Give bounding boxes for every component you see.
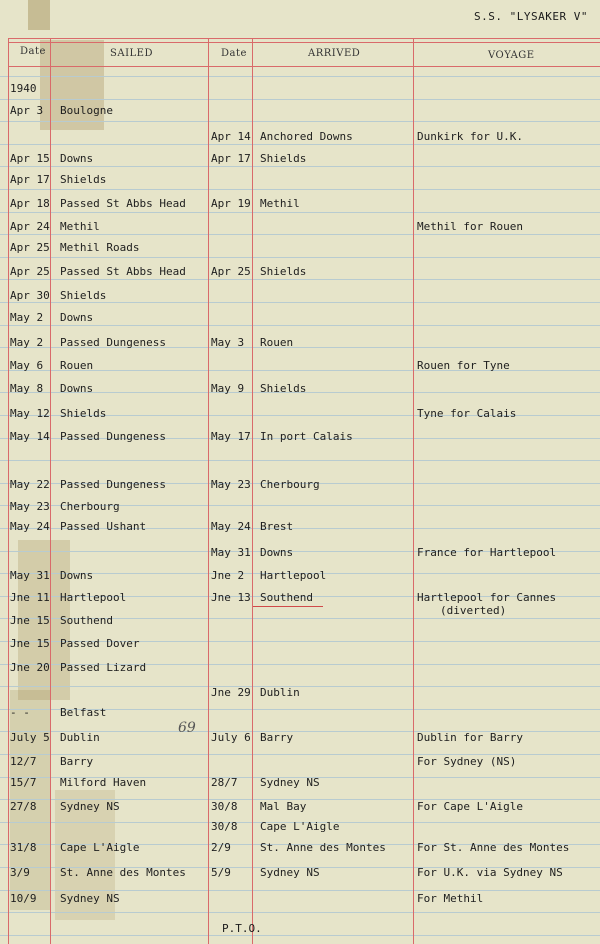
header-sailed-date: Date — [20, 46, 46, 57]
voyage-note: Dublin for Barry — [417, 731, 523, 744]
arrived-place: Hartlepool — [260, 569, 327, 582]
sailed-place: Downs — [60, 382, 94, 395]
sailed-date: 12/7 — [10, 755, 37, 768]
arrived-date: Jne 29 — [211, 686, 251, 699]
arrived-date: 30/8 — [211, 800, 238, 813]
voyage-note: Methil for Rouen — [417, 220, 523, 233]
sailed-place: Barry — [60, 755, 94, 768]
sailed-place: Passed Dungeness — [60, 478, 166, 491]
sailed-place: Rouen — [60, 359, 94, 372]
arrived-date: May 9 — [211, 382, 245, 395]
header-arrived-date: Date — [221, 48, 247, 59]
sailed-place: Passed Dungeness — [60, 430, 166, 443]
header-arrived: ARRIVED — [308, 48, 361, 59]
sailed-place: Passed St Abbs Head — [60, 197, 186, 210]
arrived-place: Shields — [260, 265, 307, 278]
voyage-note: Dunkirk for U.K. — [417, 130, 523, 143]
sailed-date: July 5 — [10, 731, 50, 744]
arrived-place: Downs — [260, 546, 294, 559]
arrived-date: Apr 25 — [211, 265, 251, 278]
arrived-place: Shields — [260, 152, 307, 165]
sailed-place: Passed Lizard — [60, 661, 147, 674]
voyage-note: France for Hartlepool — [417, 546, 557, 559]
sailed-date: Apr 3 — [10, 104, 44, 117]
ruled-line — [0, 935, 600, 936]
header-sailed: SAILED — [110, 48, 153, 59]
sailed-place: Cape L'Aigle — [60, 841, 140, 854]
arrived-date: Jne 13 — [211, 591, 251, 604]
sailed-date: Jne 11 — [10, 591, 50, 604]
arrived-place: Barry — [260, 731, 294, 744]
voyage-note: Rouen for Tyne — [417, 359, 510, 372]
arrived-date: Jne 2 — [211, 569, 245, 582]
margin-rule — [8, 38, 9, 944]
arrived-date: May 3 — [211, 336, 245, 349]
column-rule — [252, 38, 253, 944]
ruled-line — [0, 144, 600, 145]
southend-underline — [253, 606, 323, 607]
voyage-note: Tyne for Calais — [417, 407, 517, 420]
column-rule — [413, 38, 414, 944]
sailed-place: Milford Haven — [60, 776, 147, 789]
sailed-date: Apr 30 — [10, 289, 50, 302]
sailed-place: Dublin — [60, 731, 100, 744]
arrived-place: Methil — [260, 197, 300, 210]
arrived-date: 2/9 — [211, 841, 231, 854]
arrived-date: Apr 19 — [211, 197, 251, 210]
ruled-line — [0, 121, 600, 122]
arrived-place: Sydney NS — [260, 866, 320, 879]
sailed-place: Sydney NS — [60, 892, 120, 905]
ruled-line — [0, 912, 600, 913]
please-turn-over: P.T.O. — [222, 922, 262, 935]
arrived-place: Cape L'Aigle — [260, 820, 340, 833]
sailed-date: Jne 20 — [10, 661, 50, 674]
sailed-date: Apr 18 — [10, 197, 50, 210]
sailed-date: 1940 — [10, 82, 37, 95]
sailed-date: Apr 25 — [10, 265, 50, 278]
sailed-place: Cherbourg — [60, 500, 120, 513]
arrived-place: Brest — [260, 520, 294, 533]
arrived-place: Cherbourg — [260, 478, 320, 491]
sailed-place: Shields — [60, 173, 107, 186]
sailed-date: Apr 25 — [10, 241, 50, 254]
arrived-place: St. Anne des Montes — [260, 841, 386, 854]
sailed-place: Boulogne — [60, 104, 113, 117]
voyage-note: For Methil — [417, 892, 484, 905]
sailed-place: Hartlepool — [60, 591, 127, 604]
handwritten-note: 69 — [178, 720, 196, 736]
arrived-date: July 6 — [211, 731, 251, 744]
column-rule — [50, 38, 51, 944]
arrived-date: 5/9 — [211, 866, 231, 879]
sailed-place: Downs — [60, 569, 94, 582]
header-rule-top — [8, 38, 600, 39]
arrived-date: May 24 — [211, 520, 251, 533]
ruled-line — [0, 166, 600, 167]
sailed-place: Southend — [60, 614, 113, 627]
arrived-date: 30/8 — [211, 820, 238, 833]
arrived-date: 28/7 — [211, 776, 238, 789]
ruled-line — [0, 686, 600, 687]
arrived-place: Shields — [260, 382, 307, 395]
sailed-date: May 24 — [10, 520, 50, 533]
header-voyage: VOYAGE — [488, 50, 535, 61]
arrived-date: May 17 — [211, 430, 251, 443]
arrived-date: Apr 17 — [211, 152, 251, 165]
arrived-place: Anchored Downs — [260, 130, 353, 143]
ruled-line — [0, 890, 600, 891]
arrived-place: Southend — [260, 591, 313, 604]
sailed-date: May 6 — [10, 359, 44, 372]
sailed-date: May 22 — [10, 478, 50, 491]
header-rule-top — [8, 42, 600, 43]
sailed-place: Methil Roads — [60, 241, 140, 254]
arrived-date: Apr 14 — [211, 130, 251, 143]
arrived-place: Mal Bay — [260, 800, 307, 813]
arrived-place: Dublin — [260, 686, 300, 699]
sailed-place: Sydney NS — [60, 800, 120, 813]
ruled-line — [0, 279, 600, 280]
sailed-place: Passed Ushant — [60, 520, 147, 533]
sailed-date: Apr 15 — [10, 152, 50, 165]
sailed-date: May 12 — [10, 407, 50, 420]
arrived-date: May 31 — [211, 546, 251, 559]
ship-name: S.S. "LYSAKER V" — [474, 10, 588, 23]
sailed-date: Jne 15 — [10, 614, 50, 627]
ruled-line — [0, 212, 600, 213]
arrived-place: In port Calais — [260, 430, 353, 443]
sailed-date: - - — [10, 706, 30, 719]
sailed-date: May 14 — [10, 430, 50, 443]
header-rule-bottom — [8, 66, 600, 67]
voyage-note: Hartlepool for Cannes — [417, 591, 557, 604]
sailed-place: Methil — [60, 220, 100, 233]
voyage-note: For Sydney (NS) — [417, 755, 517, 768]
sailed-place: Passed Dover — [60, 637, 140, 650]
ruled-line — [0, 76, 600, 77]
sailed-date: Jne 15 — [10, 637, 50, 650]
ruled-line — [0, 460, 600, 461]
sailed-date: May 2 — [10, 311, 44, 324]
sailed-date: May 8 — [10, 382, 44, 395]
sailed-date: 31/8 — [10, 841, 37, 854]
sailed-date: May 2 — [10, 336, 44, 349]
sailed-date: Apr 17 — [10, 173, 50, 186]
sailed-place: Downs — [60, 152, 94, 165]
ruled-line — [0, 234, 600, 235]
sailed-place: St. Anne des Montes — [60, 866, 186, 879]
sailed-date: 27/8 — [10, 800, 37, 813]
arrived-place: Sydney NS — [260, 776, 320, 789]
sailed-date: Apr 24 — [10, 220, 50, 233]
voyage-note: For U.K. via Sydney NS — [417, 866, 563, 879]
sailed-place: Shields — [60, 289, 107, 302]
sailed-place: Downs — [60, 311, 94, 324]
arrived-date: May 23 — [211, 478, 251, 491]
voyage-note: For St. Anne des Montes — [417, 841, 570, 854]
sailed-date: 3/9 — [10, 866, 30, 879]
ruled-line — [0, 99, 600, 100]
arrived-place: Rouen — [260, 336, 294, 349]
sailed-place: Belfast — [60, 706, 107, 719]
diverted-note: (diverted) — [440, 604, 507, 617]
ruled-line — [0, 302, 600, 303]
sailed-date: 10/9 — [10, 892, 37, 905]
ruled-line — [0, 189, 600, 190]
sailed-place: Passed Dungeness — [60, 336, 166, 349]
sailed-place: Passed St Abbs Head — [60, 265, 186, 278]
voyage-note: For Cape L'Aigle — [417, 800, 523, 813]
column-rule — [208, 38, 209, 944]
ruled-line — [0, 257, 600, 258]
sailed-date: May 23 — [10, 500, 50, 513]
sailed-date: 15/7 — [10, 776, 37, 789]
ruled-line — [0, 325, 600, 326]
sailed-date: May 31 — [10, 569, 50, 582]
sailed-place: Shields — [60, 407, 107, 420]
